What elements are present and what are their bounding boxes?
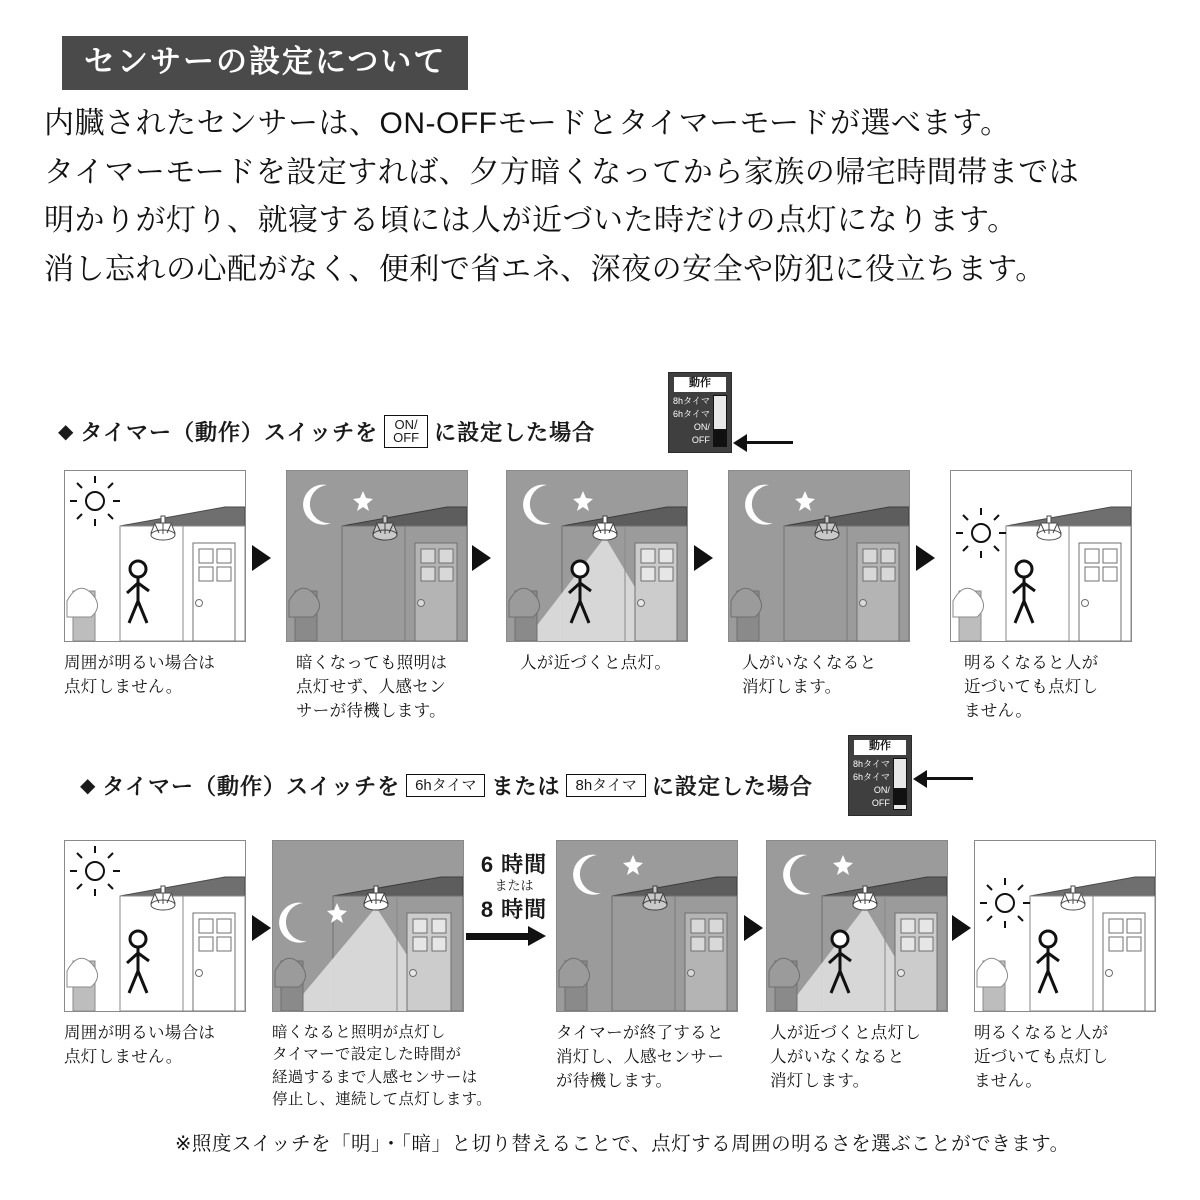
timer-duration-arrow bbox=[466, 848, 562, 943]
caption-2-1 bbox=[64, 1022, 215, 1070]
caption-2-3-line2: 消灯し、人感センサー bbox=[556, 1047, 724, 1066]
mode-switch-graphic-timer bbox=[848, 735, 912, 816]
timer-duration-line1: 6 時間 bbox=[480, 852, 548, 877]
switch-pointer-arrow-1 bbox=[733, 434, 793, 452]
caption-1-3-line1: 人が近づくと点灯。 bbox=[520, 654, 672, 672]
mode-switch-label-8h-1: 8hタイマ bbox=[673, 395, 710, 406]
caption-2-2-line1: 暗くなると照明が点灯し bbox=[272, 1024, 446, 1041]
caption-2-2-line4: 停止し、連続して点灯します。 bbox=[272, 1091, 492, 1109]
caption-2-3-line3: が待機します。 bbox=[556, 1071, 673, 1090]
scene-2-5 bbox=[974, 840, 1156, 1012]
intro-line-4: 消し忘れの心配がなく、便利で省エネ、深夜の安全や防犯に役立ちます。 bbox=[44, 252, 1046, 286]
caption-1-2-line1: 暗くなっても照明は bbox=[296, 654, 448, 672]
caption-2-4 bbox=[770, 1022, 921, 1094]
switch-chip-onoff-line1: ON/ bbox=[394, 417, 418, 432]
mode-switch-label-6h-1: 6hタイマ bbox=[673, 408, 710, 419]
mode-switch-title-2: 動作 bbox=[854, 740, 906, 755]
caption-2-4-line3: 消灯します。 bbox=[770, 1071, 870, 1090]
intro-paragraph bbox=[44, 100, 1154, 294]
section1-heading bbox=[58, 415, 595, 448]
caption-2-1-line2: 点灯しません。 bbox=[64, 1047, 183, 1066]
mode-switch-track-1 bbox=[713, 395, 727, 447]
caption-1-4 bbox=[742, 652, 876, 700]
section1-heading-text-before: タイマー（動作）スイッチを bbox=[80, 419, 379, 445]
section2-heading-text-after: に設定した場合 bbox=[651, 774, 813, 799]
caption-1-5-line1: 明るくなると人が bbox=[964, 654, 1099, 672]
caption-1-1-line1: 周囲が明るい場合は bbox=[64, 654, 216, 672]
scene-2-1 bbox=[64, 840, 246, 1012]
intro-line-1: 内臓されたセンサーは、ON-OFFモードとタイマーモードが選べます。 bbox=[44, 107, 1011, 140]
mode-switch-title-1: 動作 bbox=[674, 377, 726, 392]
caption-1-3 bbox=[520, 652, 671, 676]
page-title: センサーの設定について bbox=[62, 36, 468, 90]
mode-switch-graphic-onoff bbox=[668, 372, 732, 453]
caption-1-5-line2: 近づいても点灯し bbox=[964, 677, 1099, 696]
scene-1-5 bbox=[950, 470, 1132, 642]
switch-chip-onoff-line2: OFF bbox=[393, 430, 420, 446]
scene-1-2 bbox=[286, 470, 468, 642]
switch-pointer-arrow-2 bbox=[913, 770, 973, 788]
timer-duration-line2: または bbox=[494, 878, 534, 893]
caption-2-5-line1: 明るくなると人が bbox=[974, 1024, 1109, 1042]
section1-heading-text-after: に設定した場合 bbox=[434, 419, 596, 445]
caption-2-5-line3: ません。 bbox=[974, 1071, 1043, 1090]
scene-2-4 bbox=[766, 840, 948, 1012]
caption-2-3 bbox=[556, 1022, 724, 1094]
switch-chip-onoff bbox=[384, 415, 428, 448]
flow-arrow-1-2 bbox=[472, 545, 491, 571]
caption-2-1-line1: 周囲が明るい場合は bbox=[64, 1024, 216, 1042]
flow-arrow-1-1 bbox=[252, 545, 271, 571]
footnote: ※照度スイッチを「明」・「暗」と切り替えることで、点灯する周囲の明るさを選ぶことができます。 bbox=[175, 1133, 1070, 1155]
flow-arrow-2-3 bbox=[744, 915, 763, 941]
caption-1-5 bbox=[964, 652, 1098, 724]
flow-arrow-1-3 bbox=[694, 545, 713, 571]
intro-line-3: 明かりが灯り、就寝する頃には人が近づいた時だけの点灯になります。 bbox=[44, 204, 1018, 238]
bullet-diamond-icon: ◆ bbox=[58, 420, 75, 443]
intro-line-2: タイマーモードを設定すれば、夕方暗くなってから家族の帰宅時間帯までは bbox=[44, 155, 1080, 189]
caption-2-3-line1: タイマーが終了すると bbox=[556, 1024, 724, 1042]
caption-2-5-line2: 近づいても点灯し bbox=[974, 1047, 1109, 1066]
caption-1-4-line2: 消灯します。 bbox=[742, 677, 842, 696]
timer-duration-line3: 8 時間 bbox=[480, 897, 548, 923]
scene-1-3 bbox=[506, 470, 688, 642]
mode-switch-knob-1 bbox=[714, 429, 726, 446]
caption-1-4-line1: 人がいなくなると bbox=[742, 654, 877, 672]
section2-heading-text-mid: または bbox=[491, 774, 561, 799]
caption-1-2-line2: 点灯せず、人感セン bbox=[296, 677, 446, 696]
flow-arrow-2-1 bbox=[252, 915, 271, 941]
timer-duration-arrow-shape bbox=[466, 929, 562, 943]
mode-switch-label-6h-2: 6hタイマ bbox=[853, 771, 890, 782]
mode-switch-label-on-1: ON/ bbox=[693, 421, 710, 432]
flow-arrow-2-4 bbox=[952, 915, 971, 941]
caption-2-4-line1: 人が近づくと点灯し bbox=[770, 1024, 922, 1042]
switch-chip-6h: 6hタイマ bbox=[406, 774, 485, 797]
scene-1-1 bbox=[64, 470, 246, 642]
caption-1-2-line3: サーが待機します。 bbox=[296, 701, 446, 720]
mode-switch-label-on-2: ON/ bbox=[873, 784, 890, 795]
section2-heading-text-before: タイマー（動作）スイッチを bbox=[102, 774, 401, 799]
bullet-diamond-icon-2: ◆ bbox=[80, 775, 97, 797]
mode-switch-label-off-2: OFF bbox=[871, 797, 890, 808]
switch-chip-8h: 8hタイマ bbox=[566, 774, 645, 797]
scene-2-3 bbox=[556, 840, 738, 1012]
mode-switch-label-off-1: OFF bbox=[691, 434, 710, 445]
caption-1-5-line3: ません。 bbox=[964, 701, 1033, 720]
scene-2-2 bbox=[272, 840, 464, 1012]
caption-2-2-line2: タイマーで設定した時間が bbox=[272, 1046, 462, 1064]
caption-2-4-line2: 人がいなくなると bbox=[770, 1047, 905, 1066]
caption-1-1-line2: 点灯しません。 bbox=[64, 677, 183, 696]
scene-1-4 bbox=[728, 470, 910, 642]
caption-2-2 bbox=[272, 1022, 492, 1112]
flow-arrow-1-4 bbox=[916, 545, 935, 571]
caption-1-2 bbox=[296, 652, 447, 724]
mode-switch-knob-2 bbox=[894, 788, 906, 805]
caption-1-1 bbox=[64, 652, 215, 700]
caption-2-2-line3: 経過するまで人感センサーは bbox=[272, 1068, 478, 1086]
mode-switch-label-8h-2: 8hタイマ bbox=[853, 758, 890, 769]
mode-switch-track-2 bbox=[893, 758, 907, 810]
section2-heading bbox=[80, 770, 813, 801]
caption-2-5 bbox=[974, 1022, 1108, 1094]
